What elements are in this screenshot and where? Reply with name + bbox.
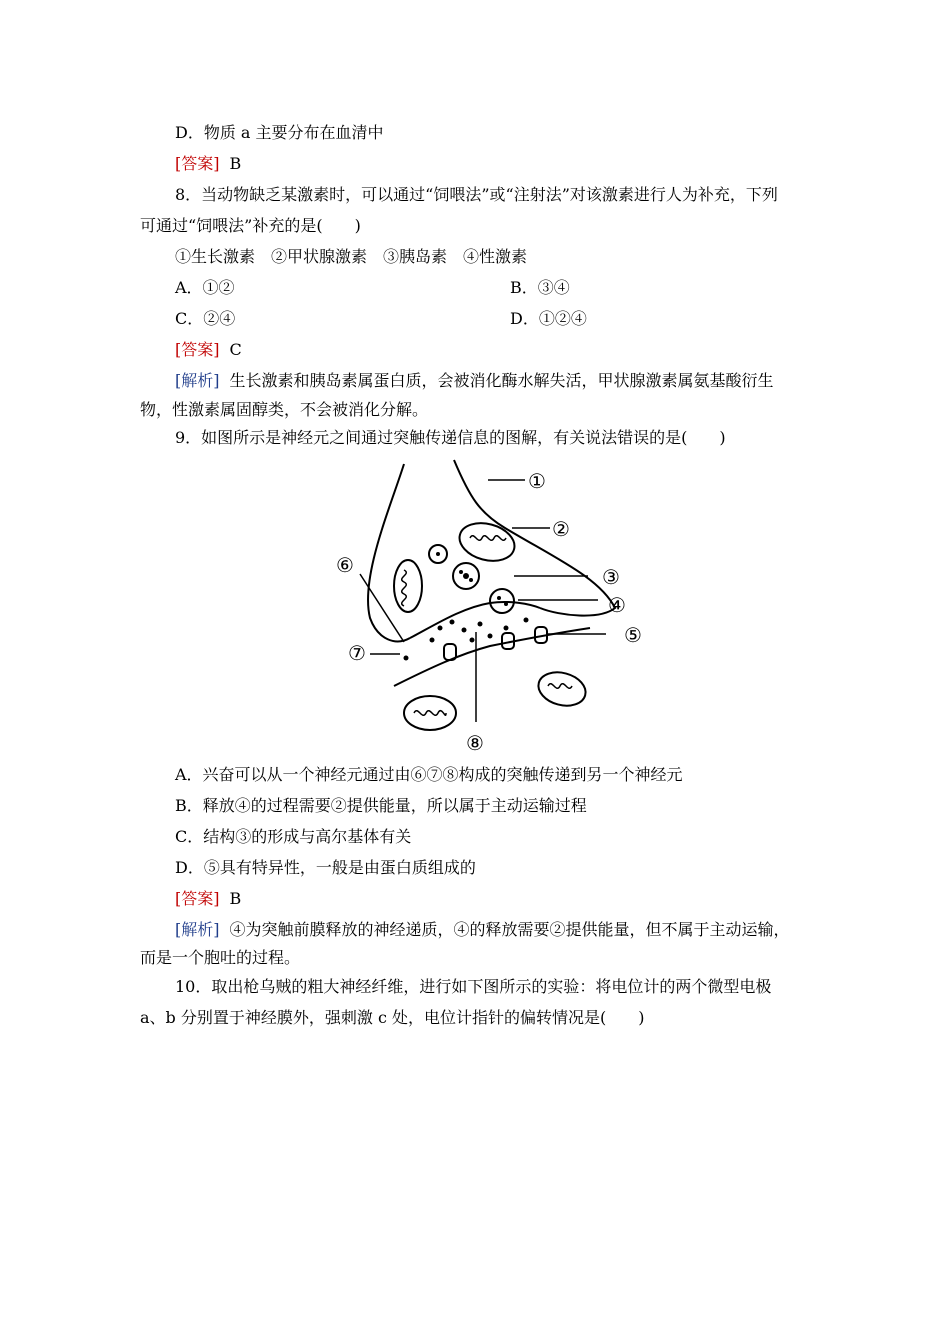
mitochondrion-cristae: [470, 536, 506, 541]
q8-option-d: D．①②④: [510, 309, 587, 328]
answer-value: B: [229, 154, 242, 173]
label-6: ⑥: [336, 553, 354, 577]
q8-items: ①生长激素 ②甲状腺激素 ③胰岛素 ④性激素: [175, 247, 528, 266]
q8-option-b: B．③④: [510, 278, 570, 297]
q10-stem-line2: a、b 分别置于神经膜外，强刺激 c 处，电位计指针的偏转情况是( ): [140, 1008, 645, 1027]
label-8: ⑧: [466, 731, 484, 755]
q8-explanation-line1: [175, 371, 774, 391]
mitochondrion-cristae: [402, 570, 407, 606]
label-4: ④: [608, 593, 626, 617]
mitochondrion: [455, 517, 518, 566]
mitochondrion: [394, 560, 422, 612]
label-1: ①: [528, 469, 546, 493]
explanation-tag: [解析]: [175, 920, 220, 939]
q9-stem: 9．如图所示是神经元之间通过突触传递信息的图解，有关说法错误的是( ): [175, 428, 726, 447]
q8-answer: [175, 340, 242, 360]
synaptic-cleft-edge: [410, 602, 540, 638]
mitochondrion: [404, 696, 456, 730]
answer-tag: [答案]: [175, 889, 220, 908]
label-2: ②: [552, 517, 570, 541]
answer-value: B: [229, 889, 242, 908]
q9-option-b: B．释放④的过程需要②提供能量，所以属于主动运输过程: [175, 796, 587, 815]
explanation-text: ④为突触前膜释放的神经递质，④的释放需要②提供能量，但不属于主动运输，: [229, 920, 790, 939]
q8-stem-line1: 8．当动物缺乏某激素时，可以通过“饲喂法”或“注射法”对该激素进行人为补充，下列: [175, 185, 778, 204]
answer-value: C: [229, 340, 242, 359]
q8-explanation-line2: 物，性激素属固醇类，不会被消化分解。: [140, 400, 429, 419]
q9-explanation-line2: 而是一个胞吐的过程。: [140, 948, 301, 967]
q7-answer: [175, 154, 241, 174]
q9-option-d: D．⑤具有特异性，一般是由蛋白质组成的: [175, 858, 476, 877]
explanation-text: 生长激素和胰岛素属蛋白质，会被消化酶水解失活，甲状腺激素属氨基酸衍生: [229, 371, 774, 390]
label-3: ③: [602, 565, 620, 589]
mitochondrion: [535, 667, 590, 710]
explanation-tag: [解析]: [175, 371, 220, 390]
q8-stem-line2: 可通过“饲喂法”补充的是( ): [140, 216, 361, 235]
q9-option-a: A．兴奋可以从一个神经元通过由⑥⑦⑧构成的突触传递到另一个神经元: [175, 765, 683, 784]
q9-explanation-line1: [175, 920, 790, 940]
answer-tag: [答案]: [175, 340, 220, 359]
answer-tag: [答案]: [175, 154, 220, 173]
q10-stem-line1: 10．取出枪乌贼的粗大神经纤维，进行如下图所示的实验：将电位计的两个微型电极: [175, 977, 772, 996]
q8-option-c: C．②④: [175, 309, 236, 328]
presynaptic-membrane-left: [368, 464, 410, 641]
q7-option-d: D．物质 a 主要分布在血清中: [175, 123, 384, 142]
q9-answer: [175, 889, 241, 909]
mitochondrion-cristae: [414, 711, 446, 716]
label-7: ⑦: [348, 641, 366, 665]
mitochondrion-cristae: [548, 684, 572, 689]
synapse-diagram: [330, 458, 660, 758]
label-5: ⑤: [624, 623, 642, 647]
q9-option-c: C．结构③的形成与高尔基体有关: [175, 827, 412, 846]
q8-option-a: A．①②: [175, 278, 235, 297]
